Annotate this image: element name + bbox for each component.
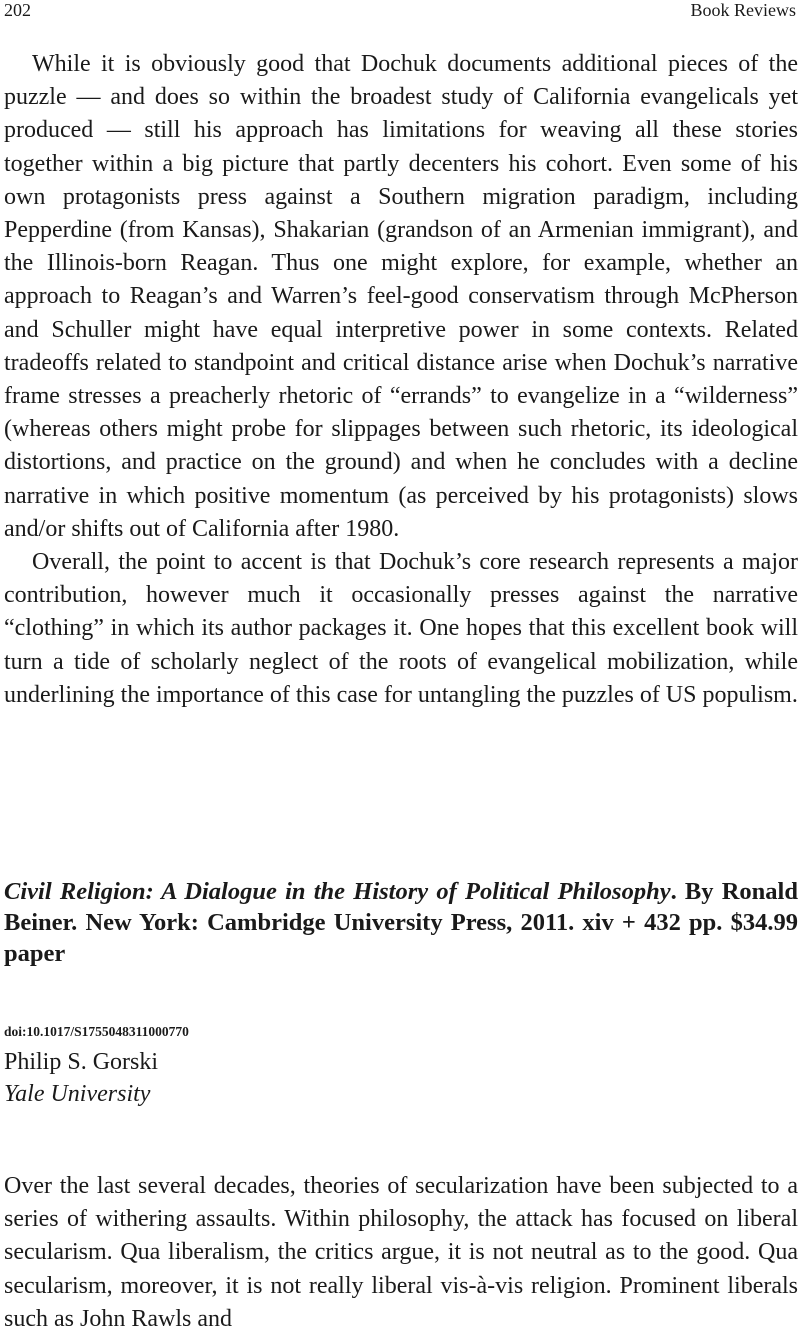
section-title: Book Reviews (690, 0, 796, 20)
page-number: 202 (4, 0, 31, 20)
reviewer-name: Philip S. Gorski (4, 1049, 159, 1075)
review-heading (4, 876, 798, 969)
paragraph: Overall, the point to accent is that Dochuk’s core research represents a major contribution, however much it occasionally presses against the narrative “clothing” in which its author packages it. One hopes that this excellent book will turn a tide of scholarly neglect of the roots of evangelical mobilization, while underlining the importance of this case for untangling the puzzles of US populism. (4, 549, 798, 708)
previous-review-text (4, 48, 798, 712)
paragraph: While it is obviously good that Dochuk documents additional pieces of the puzzle — and does so within the broadest study of California evangelicals yet produced — still his approach has limitations for weaving all these stories together within a big picture that partly decenters his cohort. Even some of his own protagonists press against a Southern migration paradigm, including Pepperdine (from Kansas), Shakarian (grandson of an Armenian immigrant), and the Illinois-born Reagan. Thus one might explore, for example, whether an approach to Reagan’s and Warren’s feel-good conservatism through McPherson and Schuller might have equal interpretive power in some contexts. Related tradeoffs related to standpoint and critical distance arise when Dochuk’s narrative frame stresses a preacherly rhetoric of “errands” to evangelize in a “wilderness” (whereas others might probe for slippages between such rhetoric, its ideological distortions, and practice on the ground) and when he concludes with a decline narrative in which positive momentum (as perceived by his protagonists) slows and/or shifts out of California after 1980. (4, 51, 798, 542)
book-title: Civil Religion: A Dialogue in the History of Political Philosophy (4, 878, 671, 905)
paragraph: Over the last several decades, theories of secularization have been subjected to a series of withering assaults. Within philosophy, the attack has focused on liberal secularism. Qua liberalism, the critics argue, it is not neutral as to the good. Qua secularism, moreover, it is not really liberal vis-à-vis religion. Prominent liberals such as John Rawls and (4, 1173, 798, 1332)
review-body-text (4, 1170, 798, 1336)
reviewer-affiliation: Yale University (4, 1081, 151, 1107)
running-head (4, 0, 796, 20)
book-citation: . By Ronald Beiner. New York: Cambridge University Press, 2011. xiv + 432 pp. $34.99 paper (4, 878, 798, 967)
doi: doi:10.1017/S1755048311000770 (4, 1024, 189, 1039)
